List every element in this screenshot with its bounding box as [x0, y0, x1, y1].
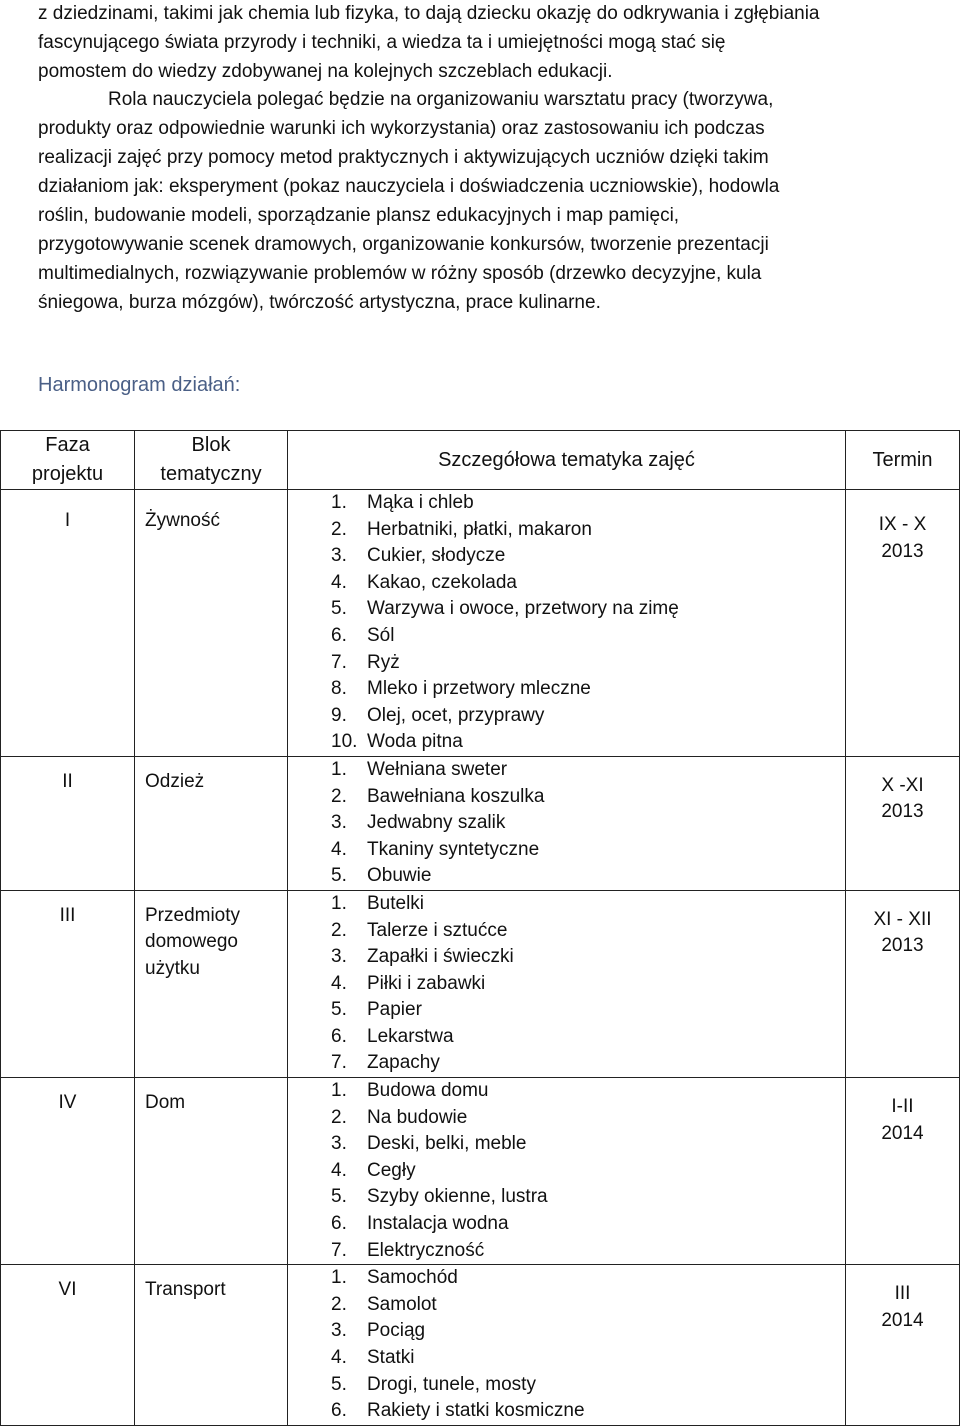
- topic-text: Drogi, tunele, mosty: [367, 1373, 536, 1395]
- paragraph-line: działaniom jak: eksperyment (pokaz nauczyciela i doświadczenia uczniowskie), hodowla: [38, 176, 780, 197]
- topic-number: 5.: [331, 999, 347, 1021]
- topic-number: 6.: [331, 1025, 347, 1047]
- paragraph-line: Rola nauczyciela polegać będzie na organizowaniu warsztatu pracy (tworzywa,: [108, 89, 774, 110]
- topic-number: 5.: [331, 598, 347, 620]
- topic-number: 3.: [331, 1133, 347, 1155]
- topic-text: Samolot: [367, 1293, 437, 1315]
- topic-item: [288, 1345, 845, 1372]
- table-row: [1, 890, 960, 1077]
- table-row: [1, 756, 960, 890]
- topic-text: Jedwabny szalik: [367, 812, 506, 834]
- topic-text: Samochód: [367, 1267, 458, 1289]
- topic-text: Rakiety i statki kosmiczne: [367, 1400, 585, 1422]
- phase-cell: [1, 756, 135, 890]
- table-row: [1, 490, 960, 757]
- paragraph-line: realizacji zajęć przy pomocy metod praktycznych i aktywizujących uczniów dzięki takim: [38, 147, 769, 168]
- topic-number: 5.: [331, 1186, 347, 1208]
- header-phase: [1, 431, 135, 490]
- term-cell: [846, 490, 960, 757]
- paragraph-line: pomostem do wiedzy zdobywanej na kolejnych szczeblach edukacji.: [38, 61, 613, 82]
- topic-text: Warzywa i owoce, przetwory na zimę: [367, 598, 679, 620]
- topic-item: [288, 1131, 845, 1158]
- topic-text: Statki: [367, 1347, 415, 1368]
- phase-cell: [1, 1265, 135, 1426]
- topic-number: 4.: [331, 1347, 347, 1368]
- paragraph-line: przygotowywanie scenek dramowych, organizowanie konkursów, tworzenie prezentacji: [38, 234, 769, 255]
- topic-item: [288, 863, 845, 890]
- block-label: Żywność: [145, 510, 220, 531]
- topic-item: [288, 810, 845, 837]
- topic-item: [288, 1078, 845, 1105]
- intro-paragraph: [38, 0, 948, 86]
- term-cell: [846, 1265, 960, 1426]
- topic-item: [288, 1318, 845, 1345]
- topic-item: [288, 1184, 845, 1211]
- topic-text: Papier: [367, 999, 422, 1021]
- topic-text: Lekarstwa: [367, 1025, 454, 1047]
- topic-number: 10.: [331, 731, 358, 753]
- topic-item: [288, 1024, 845, 1051]
- topic-item: [288, 918, 845, 945]
- topics-list: [288, 757, 845, 890]
- topic-text: Elektryczność: [367, 1239, 485, 1261]
- topic-text: Talerze i sztućce: [367, 919, 508, 941]
- topic-text: Woda pitna: [367, 731, 463, 753]
- term-label: XI - XII: [873, 908, 932, 930]
- paragraph-line: z dziedzinami, takimi jak chemia lub fizyka, to dają dziecku okazję do odkrywania i zgłębiania: [38, 3, 820, 24]
- phase-label: III: [59, 904, 76, 926]
- topics-cell: [288, 1078, 846, 1265]
- paragraph-line: multimedialnych, rozwiązywanie problemów w różny sposób (drzewko decyzyjne, kula: [38, 263, 762, 284]
- topic-item: [288, 543, 845, 570]
- topic-item: [288, 1211, 845, 1238]
- topic-number: 2.: [331, 785, 347, 807]
- block-label: Dom: [145, 1092, 186, 1114]
- topic-item: [288, 784, 845, 811]
- topics-list: [288, 891, 845, 1077]
- topic-text: Deski, belki, meble: [367, 1133, 527, 1155]
- topic-text: Herbatniki, płatki, makaron: [367, 518, 592, 540]
- topic-number: 3.: [331, 1320, 347, 1342]
- topics-list: [288, 490, 845, 756]
- topics-cell: [288, 890, 846, 1077]
- topic-item: [288, 623, 845, 650]
- paragraph-line: roślin, budowanie modeli, sporządzanie plansz edukacyjnych i map pamięci,: [38, 205, 680, 226]
- phase-label: I: [64, 510, 71, 531]
- topic-number: 7.: [331, 1239, 347, 1261]
- topic-text: Kakao, czekolada: [367, 571, 517, 593]
- block-cell: [135, 1265, 288, 1426]
- schedule-heading: Harmonogram działań:: [38, 374, 241, 396]
- paragraph-line: śniegowa, burza mózgów), twórczość artystyczna, prace kulinarne.: [38, 292, 601, 313]
- topic-text: Instalacja wodna: [367, 1213, 509, 1235]
- topic-item: [288, 997, 845, 1024]
- topic-number: 3.: [331, 545, 347, 567]
- term-label: 2014: [881, 1309, 924, 1331]
- topic-item: [288, 1265, 845, 1292]
- phase-cell: [1, 490, 135, 757]
- topic-number: 6.: [331, 1400, 347, 1422]
- block-label: użytku: [145, 957, 200, 979]
- topic-item: [288, 1158, 845, 1185]
- header-phase-line1: Faza: [45, 434, 90, 456]
- term-label: X -XI: [881, 774, 924, 796]
- block-cell: [135, 890, 288, 1077]
- topic-item: [288, 517, 845, 544]
- topic-item: [288, 596, 845, 623]
- topics-cell: [288, 490, 846, 757]
- topic-text: Cukier, słodycze: [367, 545, 506, 567]
- topics-list: [288, 1078, 845, 1264]
- topic-number: 1.: [331, 892, 347, 914]
- topic-number: 1.: [331, 1267, 347, 1289]
- topic-text: Zapachy: [367, 1052, 440, 1074]
- topic-item: [288, 757, 845, 784]
- topic-item: [288, 729, 845, 756]
- topic-number: 8.: [331, 678, 347, 700]
- topic-item: [288, 837, 845, 864]
- topic-text: Tkaniny syntetyczne: [367, 838, 540, 860]
- header-block-line1: Blok: [191, 434, 231, 456]
- block-cell: [135, 1078, 288, 1265]
- topic-text: Mąka i chleb: [367, 492, 474, 513]
- topic-item: [288, 570, 845, 597]
- topic-item: [288, 703, 845, 730]
- topic-text: Butelki: [367, 892, 425, 914]
- term-cell: [846, 890, 960, 1077]
- topic-item: [288, 676, 845, 703]
- table-row: [1, 1078, 960, 1265]
- phase-cell: [1, 1078, 135, 1265]
- topic-number: 7.: [331, 651, 347, 673]
- block-cell: [135, 756, 288, 890]
- header-term: Termin: [846, 431, 960, 490]
- topic-number: 6.: [331, 1213, 347, 1235]
- topic-number: 4.: [331, 972, 347, 994]
- term-label: I-II: [891, 1096, 914, 1118]
- topic-text: Bawełniana koszulka: [367, 785, 545, 807]
- topic-text: Na budowie: [367, 1106, 468, 1128]
- table-row: [1, 1265, 960, 1426]
- term-label: III: [894, 1283, 911, 1305]
- topic-number: 4.: [331, 1159, 347, 1181]
- topic-number: 1.: [331, 492, 347, 513]
- topic-text: Olej, ocet, przyprawy: [367, 704, 545, 726]
- topic-item: [288, 490, 845, 517]
- paragraph-line: fascynującego świata przyrody i techniki, a wiedza ta i umiejętności mogą stać się: [38, 32, 726, 53]
- topic-item: [288, 1105, 845, 1132]
- topic-text: Cegły: [367, 1159, 416, 1181]
- block-label: Transport: [145, 1279, 226, 1301]
- topic-item: [288, 1050, 845, 1077]
- phase-label: II: [62, 770, 73, 792]
- topic-number: 7.: [331, 1052, 347, 1074]
- term-cell: [846, 1078, 960, 1265]
- phase-cell: [1, 890, 135, 1077]
- topic-text: Mleko i przetwory mleczne: [367, 678, 591, 700]
- paragraph-line: produkty oraz odpowiednie warunki ich wykorzystania) oraz zastosowaniu ich podczas: [38, 118, 765, 139]
- topic-item: [288, 1238, 845, 1265]
- topic-text: Ryż: [367, 651, 400, 673]
- topic-item: [288, 971, 845, 998]
- topic-number: 3.: [331, 812, 347, 834]
- header-phase-line2: projektu: [31, 463, 104, 485]
- term-cell: [846, 756, 960, 890]
- teacher-role-paragraph: [38, 85, 948, 317]
- topic-number: 6.: [331, 624, 347, 646]
- phase-label: VI: [58, 1279, 77, 1301]
- topics-cell: [288, 1265, 846, 1426]
- term-label: 2013: [881, 540, 924, 562]
- topic-number: 2.: [331, 1106, 347, 1128]
- block-label: Odzież: [145, 770, 205, 792]
- topic-text: Piłki i zabawki: [367, 972, 486, 994]
- topic-item: [288, 1292, 845, 1319]
- term-label: 2013: [881, 801, 924, 823]
- header-block: [135, 431, 288, 490]
- topic-text: Szyby okienne, lustra: [367, 1186, 548, 1208]
- topic-item: [288, 1372, 845, 1399]
- topic-number: 4.: [331, 838, 347, 860]
- topic-number: 1.: [331, 1080, 347, 1102]
- topic-item: [288, 944, 845, 971]
- topic-number: 9.: [331, 704, 347, 726]
- topic-text: Sól: [367, 624, 395, 646]
- topic-text: Obuwie: [367, 865, 432, 887]
- header-topics: Szczegółowa tematyka zajęć: [288, 431, 846, 490]
- topic-number: 2.: [331, 919, 347, 941]
- topic-number: 5.: [331, 865, 347, 887]
- topic-number: 1.: [331, 758, 347, 780]
- schedule-table: [0, 430, 960, 1426]
- topic-item: [288, 650, 845, 677]
- topic-text: Wełniana sweter: [367, 758, 508, 780]
- topic-text: Budowa domu: [367, 1080, 489, 1102]
- topic-number: 2.: [331, 1293, 347, 1315]
- topic-number: 2.: [331, 518, 347, 540]
- block-label: Przedmioty: [145, 904, 241, 926]
- block-label: domowego: [145, 931, 238, 953]
- block-cell: [135, 490, 288, 757]
- topic-number: 5.: [331, 1373, 347, 1395]
- header-block-line2: tematyczny: [160, 463, 262, 485]
- topic-text: Pociąg: [367, 1320, 426, 1342]
- table-header-row: [1, 431, 960, 490]
- term-label: 2014: [881, 1122, 924, 1144]
- topics-cell: [288, 756, 846, 890]
- term-label: 2013: [881, 935, 924, 957]
- topic-item: [288, 891, 845, 918]
- topic-text: Zapałki i świeczki: [367, 946, 514, 968]
- topic-number: 4.: [331, 571, 347, 593]
- phase-label: IV: [58, 1092, 77, 1114]
- term-label: IX - X: [878, 514, 927, 535]
- topic-number: 3.: [331, 946, 347, 968]
- schedule-body: [1, 490, 960, 1426]
- topics-list: [288, 1265, 845, 1425]
